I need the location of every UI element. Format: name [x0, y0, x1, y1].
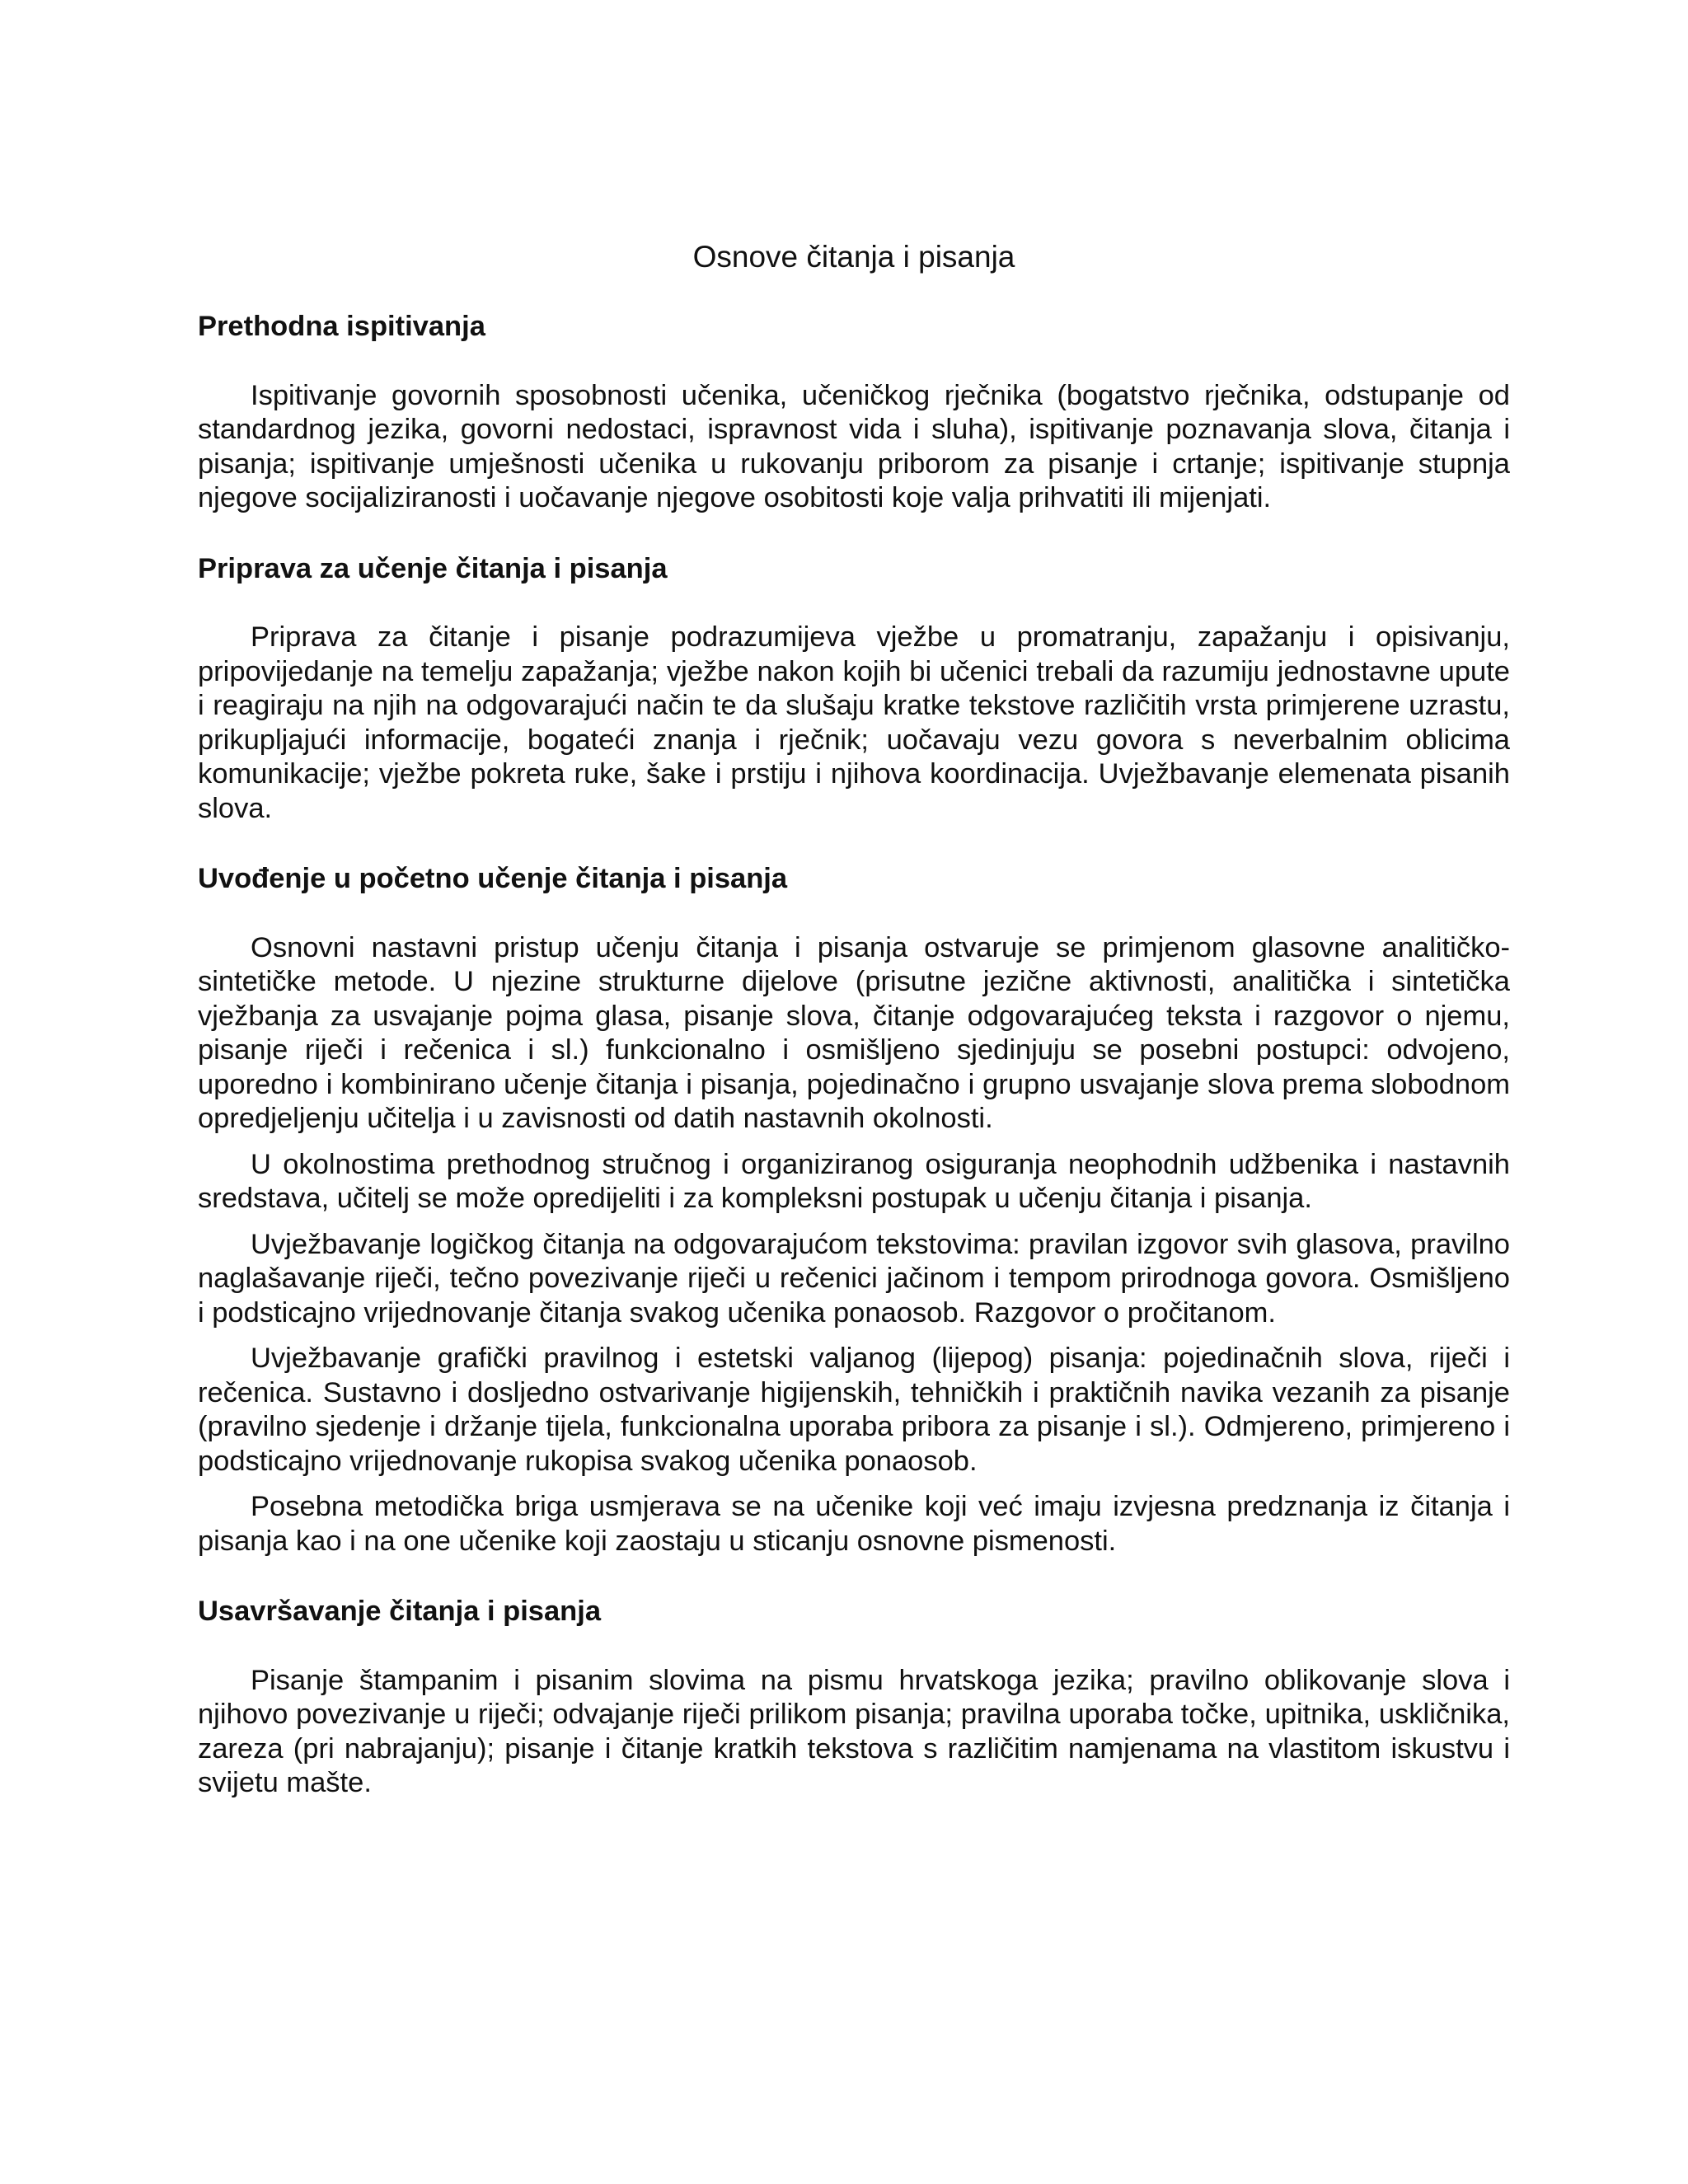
paragraph: Pisanje štampanim i pisanim slovima na pismu hrvatskoga jezika; pravilno oblikovanje slova i njihovo povezivanje u riječi; odvajanje riječi prilikom pisanja; pravilna uporaba točke, upitnika, uskličnika, zareza (pri nabrajanju); pisanje i čitanje kratkih tekstova s različitim namjenama na vlastitom iskustvu i svijetu mašte.	[198, 1664, 1510, 1798]
paragraph: Posebna metodička briga usmjerava se na učenike koji već imaju izvjesna predznanja iz čitanja i pisanja kao i na one učenike koji zaostaju u sticanju osnovne pismenosti.	[198, 1491, 1510, 1557]
section-heading: Prethodna ispitivanja	[198, 311, 485, 342]
section-heading: Uvođenje u početno učenje čitanja i pisanja	[198, 863, 788, 894]
paragraph: U okolnostima prethodnog stručnog i organiziranog osiguranja neophodnih udžbenika i nastavnih sredstava, učitelj se može opredijeliti i za kompleksni postupak u učenju čitanja i pisanja.	[198, 1148, 1510, 1214]
paragraph: Osnovni nastavni pristup učenju čitanja i pisanja ostvaruje se primjenom glasovne analitičko-sintetičke metode. U njezine strukturne dijelove (prisutne jezične aktivnosti, analitička i sintetička vježbanja za usvajanje pojma glasa, pisanje slova, čitanje odgovarajućeg teksta i razgovor o njemu, pisanje riječi i rečenica i sl.) funkcionalno i osmišljeno sjedinjuju se posebni postupci: odvojeno, uporedno i kombinirano učenje čitanja i pisanja, pojedinačno i grupno usvajanje slova prema slobodnom opredjeljenju učitelja i u zavisnosti od datih nastavnih okolnosti.	[198, 931, 1510, 1134]
paragraph: Priprava za čitanje i pisanje podrazumijeva vježbe u promatranju, zapažanju i opisivanju, pripovijedanje na temelju zapažanja; vježbe nakon kojih bi učenici trebali da razumiju jednostavne upute i reagiraju na njih na odgovarajući način te da slušaju kratke tekstove različitih vrsta primjerene uzrastu, prikupljajući informacije, bogateći znanja i rječnik; uočavaju vezu govora s neverbalnim oblicima komunikacije; vježbe pokreta ruke, šake i prstiju i njihova koordinacija. Uvježbavanje elemenata pisanih slova.	[198, 621, 1510, 824]
section-usavrsavanje	[198, 1595, 1510, 1801]
document-body	[198, 239, 1510, 1812]
section-prethodna-ispitivanja	[198, 310, 1510, 516]
paragraph: Uvježbavanje grafički pravilnog i estetski valjanog (lijepog) pisanja: pojedinačnih slova, riječi i rečenica. Sustavno i dosljedno ostvarivanje higijenskih, tehničkih i praktičnih navika vezanih za pisanje (pravilno sjedenje i držanje tijela, funkcionalna uporaba pribora za pisanje i sl.). Odmjereno, primjereno i podsticajno vrijednovanje rukopisa svakog učenika ponaosob.	[198, 1343, 1510, 1477]
section-heading: Priprava za učenje čitanja i pisanja	[198, 552, 668, 584]
section-priprava	[198, 552, 1510, 827]
paragraph: Ispitivanje govornih sposobnosti učenika, učeničkog rječnika (bogatstvo rječnika, odstupanje od standardnog jezika, govorni nedostaci, ispravnost vida i sluha), ispitivanje poznavanja slova, čitanja i pisanja; ispitivanje umješnosti učenika u rukovanju priborom za pisanje i crtanje; ispitivanje stupnja njegove socijaliziranosti i uočavanje njegove osobitosti koje valja prihvatiti ili mijenjati.	[198, 379, 1510, 513]
document-title: Osnove čitanja i pisanja	[692, 240, 1015, 274]
section-uvodenje	[198, 862, 1510, 1558]
section-heading: Usavršavanje čitanja i pisanja	[198, 1596, 602, 1627]
paragraph: Uvježbavanje logičkog čitanja na odgovarajućom tekstovima: pravilan izgovor svih glasova, pravilno naglašavanje riječi, tečno povezivanje riječi u rečenici jačinom i tempom prirodnoga govora. Osmišljeno i podsticajno vrijednovanje čitanja svakog učenika ponaosob. Razgovor o pročitanom.	[198, 1228, 1510, 1329]
